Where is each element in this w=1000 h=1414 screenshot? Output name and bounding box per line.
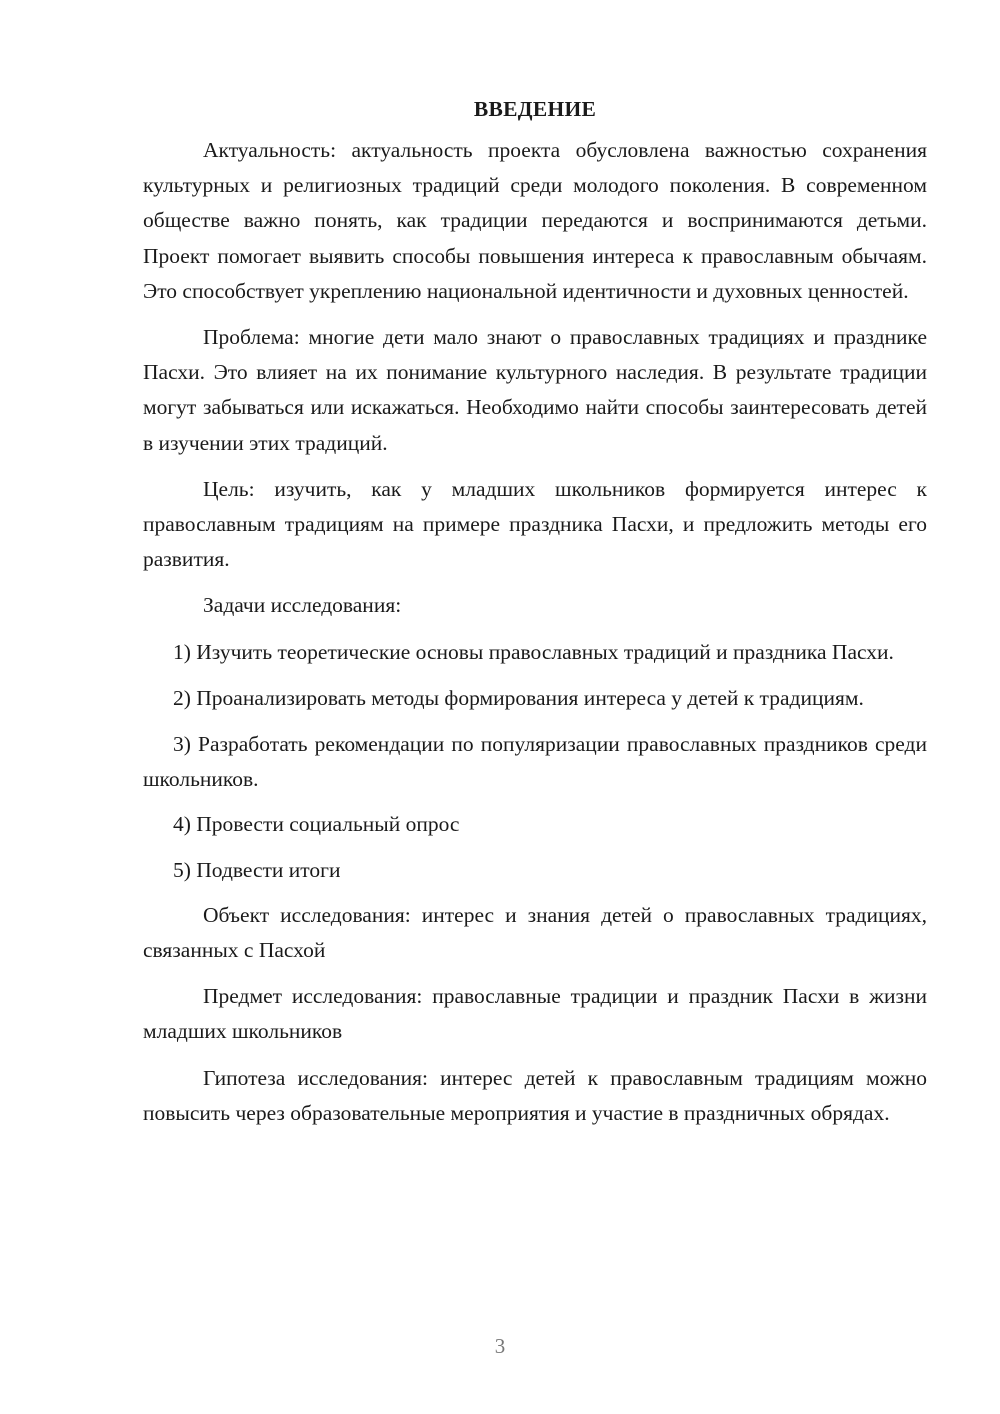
task-item-2: 2) Проанализировать методы формирования интереса у детей к традициям. [173,685,864,710]
task-item-5: 5) Подвести итоги [173,857,341,882]
paragraph-subject: Предмет исследования: православные традиции и праздник Пасхи в жизни младших школьников [143,984,927,1044]
paragraph-goal: Цель: изучить, как у младших школьников формируется интерес к православным традициям на примере праздника Пасхи, и предложить методы его развития. [143,476,927,572]
tasks-title: Задачи исследования: [203,593,402,618]
task-item-4: 4) Провести социальный опрос [173,812,460,837]
task-item-1: 1) Изучить теоретические основы православных традиций и праздника Пасхи. [173,639,894,664]
page-number: 3 [494,1334,506,1358]
paragraph-hypothesis: Гипотеза исследования: интерес детей к православным традициям можно повысить через образовательные мероприятия и участие в праздничных обрядах. [143,1065,927,1125]
paragraph-relevance: Актуальность: актуальность проекта обусловлена важностью сохранения культурных и религиозных традиций среди молодого поколения. В современном обществе важно понять, как традиции передаются и воспринимаются детьми. Проект помогает выявить способы повышения интереса к православным обычаям. Это способствует укреплению национальной идентичности и духовных ценностей. [143,138,927,303]
section-heading: ВВЕДЕНИЕ [473,97,597,121]
task-item-3: 3) Разработать рекомендации по популяризации православных праздников среди школьников. [143,732,927,792]
paragraph-object: Объект исследования: интерес и знания детей о православных традициях, связанных с Пасхой [143,902,927,963]
page-content [143,92,927,1131]
paragraph-problem: Проблема: многие дети мало знают о православных традициях и празднике Пасхи. Это влияет на их понимание культурного наследия. В результате традиции могут забываться или искажаться. Необходимо найти способы заинтересовать детей в изучении этих традиций. [143,325,927,455]
